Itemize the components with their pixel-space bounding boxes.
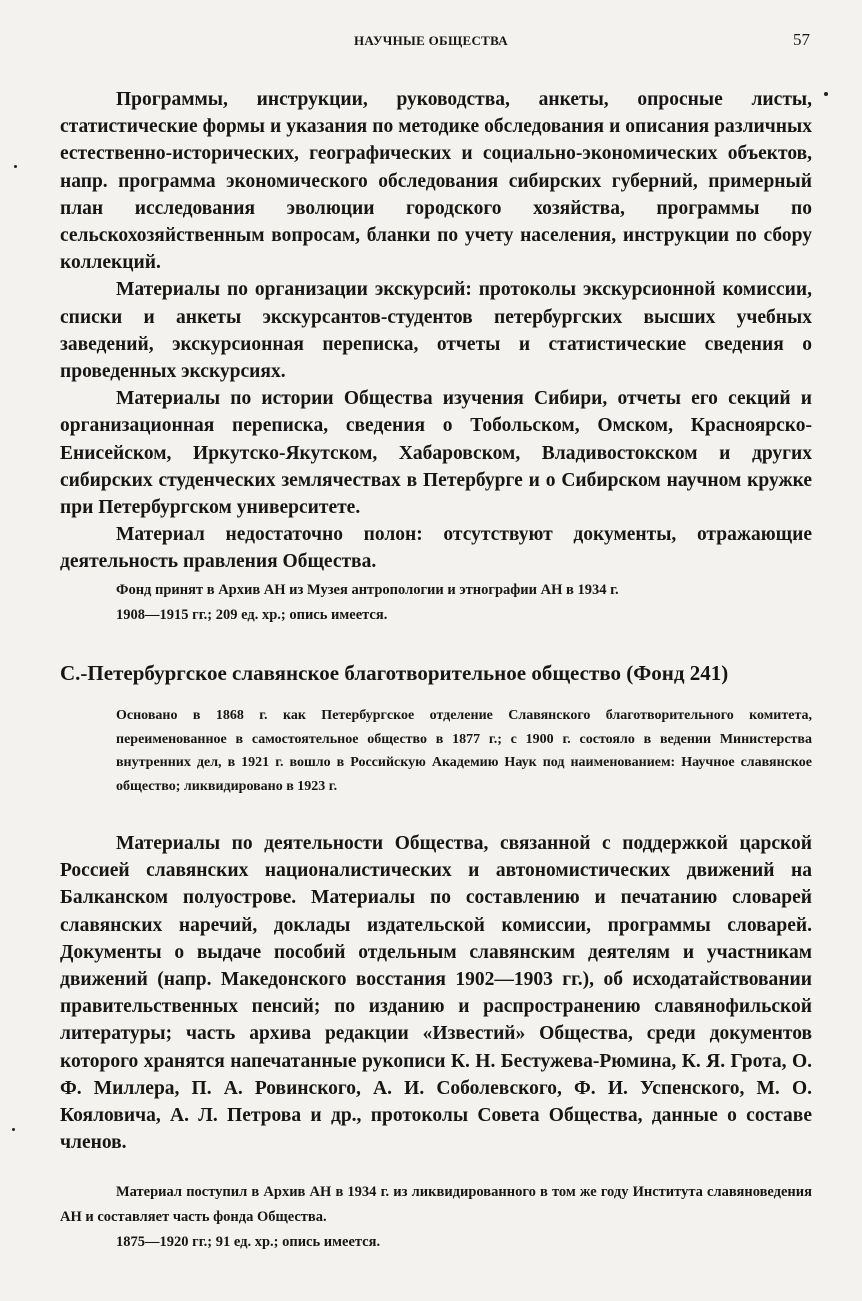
archive-note-dates: 1875—1920 гг.; 91 ед. хр.; опись имеется.: [116, 1234, 381, 1250]
paragraph-society-history: Материалы по истории Общества изучения Сибири, отчеты его секций и организационная переписка, сведения о Тобольском, Омском, Красноярско-Енисейском, Иркутско-Якутском, Хабаровском, Владивостокском и других сибирских студенческих землячествах в Петербурге и о Сибирском научном кружке при Петербургском университете.: [60, 388, 812, 519]
section2-intro: [116, 704, 812, 798]
paragraph-programs: Программы, инструкции, руководства, анкеты, опросные листы, статистические формы и указания по методике обследования и описания различных естественно-исторических, географических и социально-экономических объектов, напр. программа экономического обследования сибирских губерний, примерный план исследования эволюции городского хозяйства, программы по сельскохозяйственным вопросам, бланки по учету населения, инструкции по сбору коллекций.: [60, 89, 812, 274]
paragraph-excursions: Материалы по организации экскурсий: протоколы экскурсионной комиссии, списки и анкеты экскурсантов-студентов петербургских высших учебных заведений, экскурсионная переписка, отчеты и статистические сведения о проведенных экскурсиях.: [60, 279, 812, 383]
section1-archive-note: [60, 578, 812, 628]
section2-body: [60, 830, 812, 1156]
paragraph-slavic-materials: Материалы по деятельности Общества, связанной с поддержкой царской Россией славянских националистических и автономистических движений на Балканском полуострове. Материалы по составлению и печатанию словарей славянских наречий, доклады издательской комиссии, программы словарей. Документы о выдаче пособий отдельным славянским деятелям и участникам движений (напр. Македонского восстания 1902—1903 гг.), об исходатайствовании правительственных пенсий; по изданию и распространению славянофильской литературы; часть архива редакции «Известий» Общества, среди документов которого хранятся напечатанные рукописи К. Н. Бестужева-Рюмина, К. Я. Грота, О. Ф. Миллера, П. А. Ровинского, А. И. Соболевского, Ф. И. Успенского, М. О. Кояловича, А. Л. Петрова и др., протоколы Совета Общества, данные о составе членов.: [60, 833, 812, 1154]
running-head: [0, 30, 862, 54]
print-speck: [12, 1128, 15, 1131]
paragraph-incomplete: Материал недостаточно полон: отсутствуют документы, отражающие деятельность правления Общества.: [60, 524, 812, 573]
print-speck: [824, 92, 828, 96]
running-title: НАУЧНЫЕ ОБЩЕСТВА: [354, 33, 508, 48]
archive-note-transfer: Материал поступил в Архив АН в 1934 г. из ликвидированного в том же году Института славяноведения АН и составляет часть фонда Общества.: [60, 1184, 812, 1225]
archive-note-origin: Фонд принят в Архив АН из Музея антропологии и этнографии АН в 1934 г.: [116, 582, 619, 598]
section-heading: С.-Петербургское славянское благотворительное общество (Фонд 241): [60, 661, 729, 685]
section1-body: [60, 86, 812, 576]
page-number: 57: [793, 30, 810, 49]
archive-note-extent: 1908—1915 гг.; 209 ед. хр.; опись имеется.: [116, 607, 388, 623]
section2-archive-note: [60, 1180, 812, 1255]
print-speck: [14, 165, 17, 168]
foundation-note: Основано в 1868 г. как Петербургское отделение Славянского благотворительного комитета, переименованное в самостоятельное общество в 1877 г.; с 1900 г. состояло в ведении Министерства внутренних дел, в 1921 г. вошло в Российскую Академию Наук под наименованием: Научное славянское общество; ликвидировано в 1923 г.: [116, 708, 812, 794]
